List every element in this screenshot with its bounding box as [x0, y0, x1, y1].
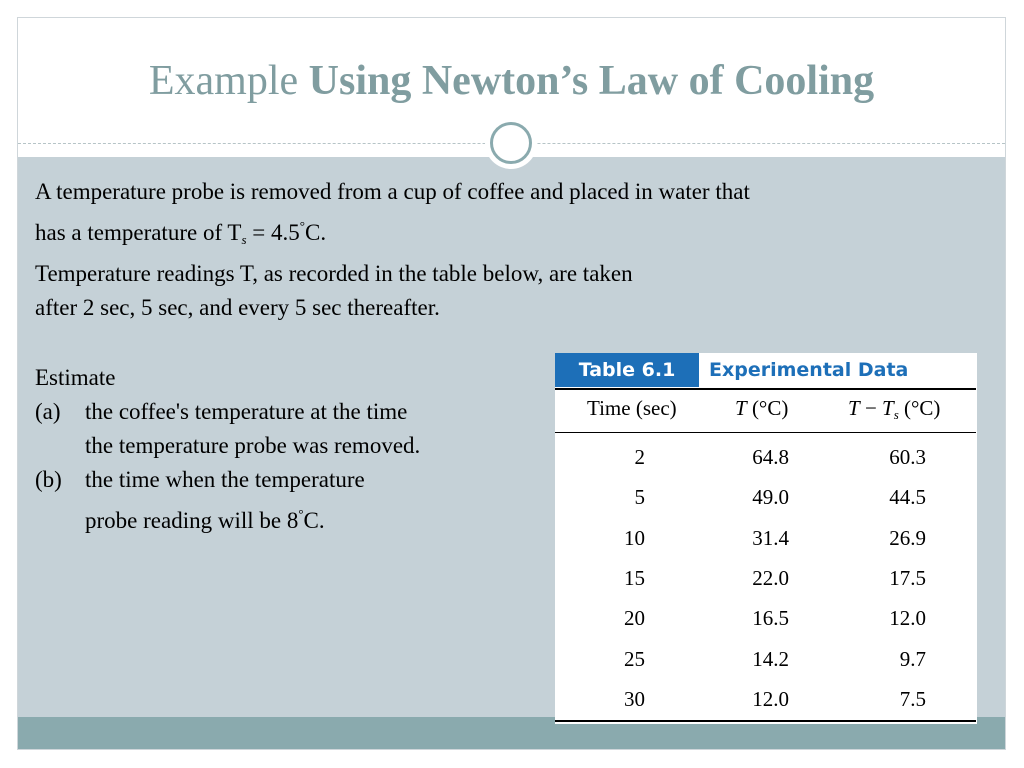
table-cell: 9.7: [899, 646, 926, 671]
intro-line-2-value: = 4.5: [246, 220, 300, 245]
col-header-temp: [735, 395, 788, 421]
table-cell: 49.0: [752, 485, 789, 510]
table-cell: 31.4: [752, 525, 789, 550]
item-body: [85, 463, 535, 538]
estimate-item-a: [35, 395, 535, 463]
item-marker: (a): [35, 399, 61, 424]
intro-line-3: Temperature readings T, as recorded in the table below, are taken: [35, 261, 633, 286]
item-line: the coffee's temperature at the time: [85, 399, 408, 424]
table-label: Table 6.1: [555, 353, 699, 387]
table-header: [555, 353, 977, 387]
circle-ornament-icon: [485, 117, 537, 169]
degree-symbol: °: [298, 506, 304, 521]
table-cell: 64.8: [752, 445, 789, 469]
slide-title: [18, 60, 1005, 102]
intro-line-2: [35, 209, 935, 257]
item-line-text: probe reading will be 8: [85, 508, 299, 533]
temp-unit: (°C): [751, 396, 789, 420]
intro-text: [35, 175, 935, 325]
item-marker: (b): [35, 467, 62, 492]
table-cell: 12.0: [889, 606, 926, 631]
intro-line-2-text: has a temperature of T: [35, 220, 242, 245]
intro-line-4: after 2 sec, 5 sec, and every 5 sec thereafter.: [35, 295, 440, 320]
table-cell: 5: [634, 485, 645, 510]
table-cell: 15: [624, 565, 645, 590]
table-bottom-rule: [555, 720, 976, 722]
diff-unit: (°C): [904, 396, 941, 420]
item-line: the temperature probe was removed.: [85, 433, 421, 458]
degree-symbol: °: [299, 218, 305, 233]
estimate-heading: Estimate: [35, 365, 116, 390]
title-prefix: Example: [148, 58, 299, 104]
table-cell: 7.5: [899, 686, 926, 711]
table-cell: 12.0: [752, 686, 789, 711]
table-cell: 25: [624, 646, 645, 671]
data-table: [555, 353, 977, 724]
table-cell: 26.9: [889, 525, 926, 550]
ring-icon: [490, 122, 532, 164]
subscript-s: s: [241, 232, 247, 247]
table-cell: 10: [624, 525, 645, 550]
item-line-unit: C.: [303, 508, 325, 533]
estimate-item-b: [35, 463, 535, 538]
table-top-rule: [555, 388, 976, 390]
item-line: the time when the temperature: [85, 467, 365, 492]
table-cell: 60.3: [889, 445, 926, 469]
col-header-time: Time (sec): [587, 396, 677, 420]
col-header-diff: [848, 395, 940, 428]
table-header-rule: [555, 432, 976, 433]
table-cell: 17.5: [889, 565, 926, 590]
title-main: Using Newton’s Law of Cooling: [308, 58, 875, 104]
intro-line-2-unit: C.: [304, 220, 327, 245]
subscript-s: s: [893, 407, 899, 422]
minus-sign: −: [864, 396, 877, 420]
temp-var: T: [735, 396, 747, 420]
item-body: [85, 395, 535, 463]
table-cell: 16.5: [752, 606, 789, 631]
ts-var: T: [882, 396, 894, 420]
intro-line-1: A temperature probe is removed from a cup of coffee and placed in water that: [35, 179, 750, 204]
table-cell: 14.2: [752, 646, 789, 671]
table-cell: 2: [634, 445, 645, 469]
table-cell: 22.0: [752, 565, 789, 590]
table-cell: 20: [624, 606, 645, 631]
diff-var: T: [848, 396, 860, 420]
table-cell: 30: [624, 686, 645, 711]
table-title: Experimental Data: [709, 359, 909, 381]
table-cell: 44.5: [889, 485, 926, 510]
estimate-block: [35, 361, 535, 538]
item-line: [85, 497, 535, 538]
